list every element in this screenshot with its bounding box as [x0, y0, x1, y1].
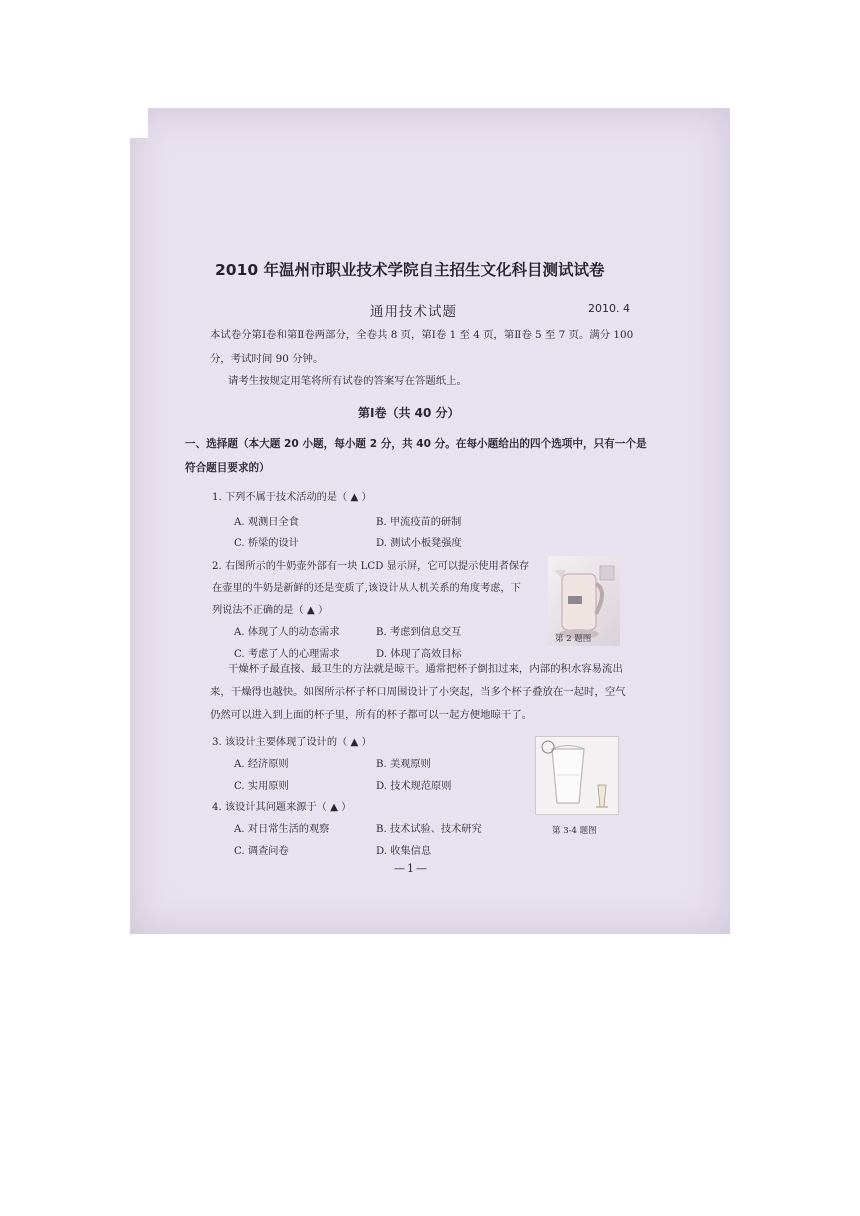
q2-option-a: A. 体现了人的动态需求: [234, 627, 340, 638]
intro-line-3: 请考生按规定用笔将所有试卷的答案写在答题纸上。: [228, 375, 467, 387]
q3-stem: 3. 该设计主要体现了设计的（ ▲ ）: [212, 737, 372, 748]
passage-line-2: 来，干燥得也越快。如图所示杯子杯口周围设计了小突起，当多个杯子叠放在一起时，空气: [210, 686, 626, 698]
q2-figure-caption: 第 2 题图: [555, 634, 592, 644]
q2-option-d: D. 体现了高效目标: [376, 649, 462, 660]
cup-image: [535, 736, 619, 815]
q3-option-b: B. 美观原则: [376, 759, 431, 770]
scan-corner-gap: [130, 108, 148, 138]
passage-line-3: 仍然可以进入到上面的杯子里，所有的杯子都可以一起方便地晾干了。: [210, 709, 533, 721]
q4-option-a: A. 对日常生活的观察: [234, 824, 330, 835]
q4-stem: 4. 该设计其问题来源于（ ▲ ）: [212, 802, 352, 813]
page-number: —1—: [394, 862, 429, 875]
q2-line-2: 在壶里的牛奶是新鲜的还是变质了,该设计从人机关系的角度考虑，下: [212, 583, 521, 594]
q2-line-3: 列说法不正确的是（ ▲ ）: [212, 605, 329, 616]
q2-option-c: C. 考虑了人的心理需求: [234, 649, 340, 660]
intro-line-1: 本试卷分第Ⅰ卷和第Ⅱ卷两部分，全卷共 8 页，第Ⅰ卷 1 至 4 页，第Ⅱ卷 5 至 7 页。满分 100: [210, 329, 634, 341]
q3-option-a: A. 经济原则: [234, 759, 289, 770]
q4-option-c: C. 调查问卷: [234, 846, 289, 857]
q3-4-figure-caption: 第 3-4 题图: [552, 826, 597, 836]
q3-option-c: C. 实用原则: [234, 781, 289, 792]
q2-option-b: B. 考虑到信息交互: [376, 627, 462, 638]
exam-date: 2010. 4: [588, 302, 630, 315]
q1-option-a: A. 观测日全食: [234, 517, 299, 528]
q3-option-d: D. 技术规范原则: [376, 781, 452, 792]
section-line-1: 一、选择题（本大题 20 小题，每小题 2 分，共 40 分。在每小题给出的四个选项中，只有一个是: [185, 438, 647, 450]
q4-option-b: B. 技术试验、技术研究: [376, 824, 482, 835]
q1-option-d: D. 测试小板凳强度: [376, 538, 462, 549]
passage-line-1: 干燥杯子最直接、最卫生的方法就是晾干。通常把杯子倒扣过来，内部的积水容易流出: [228, 663, 623, 675]
q1-option-b: B. 甲流疫苗的研制: [376, 517, 462, 528]
volume-heading: 第Ⅰ卷（共 40 分）: [358, 406, 460, 420]
q4-option-d: D. 收集信息: [376, 846, 432, 857]
scanned-exam-page: [130, 108, 730, 934]
exam-subtitle: 通用技术试题: [370, 304, 457, 320]
section-line-2: 符合题目要求的）: [185, 462, 270, 474]
exam-title: 2010 年温州市职业技术学院自主招生文化科目测试试卷: [215, 261, 605, 279]
q2-line-1: 2. 右图所示的牛奶壶外部有一块 LCD 显示屏，它可以提示使用者保存: [212, 561, 530, 572]
q1-option-c: C. 桥梁的设计: [234, 538, 299, 549]
q1-stem: 1. 下列不属于技术活动的是（ ▲ ）: [212, 492, 372, 503]
intro-line-2: 分，考试时间 90 分钟。: [210, 353, 324, 365]
